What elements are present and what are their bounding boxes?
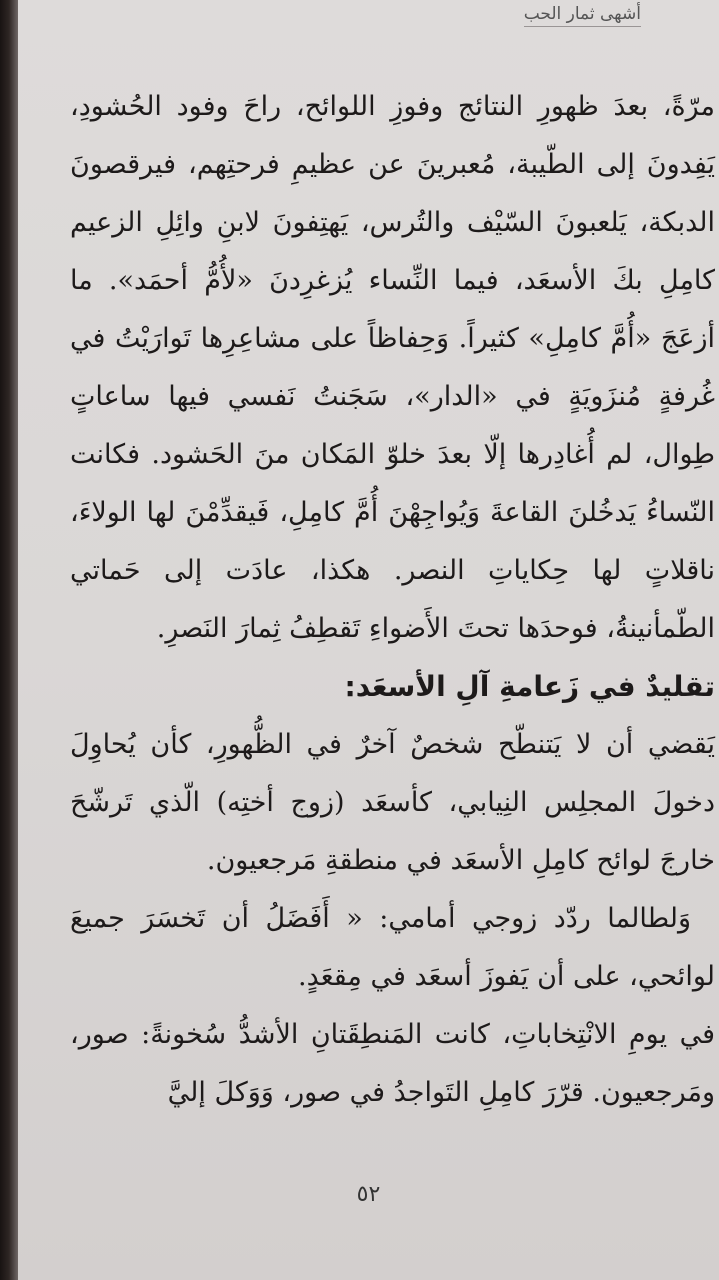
book-page [18, 0, 719, 1280]
section-heading: تقليدٌ في زَعامةِ آلِ الأسعَد: [344, 670, 715, 703]
page-number: ٥٢ [356, 1182, 381, 1207]
paragraph-2: يَقضي أن لا يَتنطّح شخصٌ آخرٌ في الظُّهورِ، كأن يُحاوِلَ دخولَ المجلِس النِيابي، كأسعَد (زوج أختِه) الّذي تَرشّحَ خارجَ لوائح كامِلِ الأسعَد في منطقةِ مَرجعيون. [70, 729, 715, 876]
paragraph-1: مرّةً، بعدَ ظهورِ النتائج وفوزِ اللوائح، راحَ وفود الحُشودِ، يَفِدونَ إلى الطّيبة، مُعبرينَ عن عظيمِ فرحتِهم، فيرقصونَ الدبكة، يَلعبونَ السّيْف والتُرس، يَهتِفونَ لابنِ وائِلِ الزعيم كامِلِ بكَ الأسعَد، فيما النِّساء يُزغرِدنَ «لأُمُّ أحمَد». ما أزعَجَ «أُمَّ كامِلِ» كثيراً. وَحِفاظاً على مشاعِرِها تَوارَيْتُ في غُرفةٍ مُنزَويَةٍ في «الدار»، سَجَنتُ نَفسي فيها ساعاتٍ طِوال، لم أُغادِرها إلّا بعدَ خلوّ المَكان منَ الحَشود. فكانت النّساءُ يَدخُلنَ القاعةَ وَيُواجِهْنَ أُمَّ كامِلِ، فَيقدِّمْنَ لها الولاءَ، ناقلاتٍ لها حِكاياتِ النصر. هكذا، عادَت إلى حَماتي الطّمأنينةُ، فوحدَها تحتَ الأَضواءِ تَقطِفُ ثِمارَ النَصرِ. [70, 91, 715, 644]
book-spine-shadow [0, 0, 18, 1280]
paragraph-4: في يومِ الانْتِخاباتِ، كانت المَنطِقَتانِ الأشدُّ سُخونةً: صور، ومَرجعيون. قرّرَ كامِلِ التَواجدُ في صور، وَوَكلَ إليَّ [70, 1019, 715, 1108]
running-header: أشهى ثمار الحب [524, 4, 641, 27]
page-body [70, 78, 715, 1122]
paragraph-3: وَلطالما ردّد زوجي أمامي: « أَفَضَلُ أن تَخسَرَ جميعَ لوائحي، على أن يَفوزَ أسعَد في مِقعَدٍ. [70, 903, 715, 992]
